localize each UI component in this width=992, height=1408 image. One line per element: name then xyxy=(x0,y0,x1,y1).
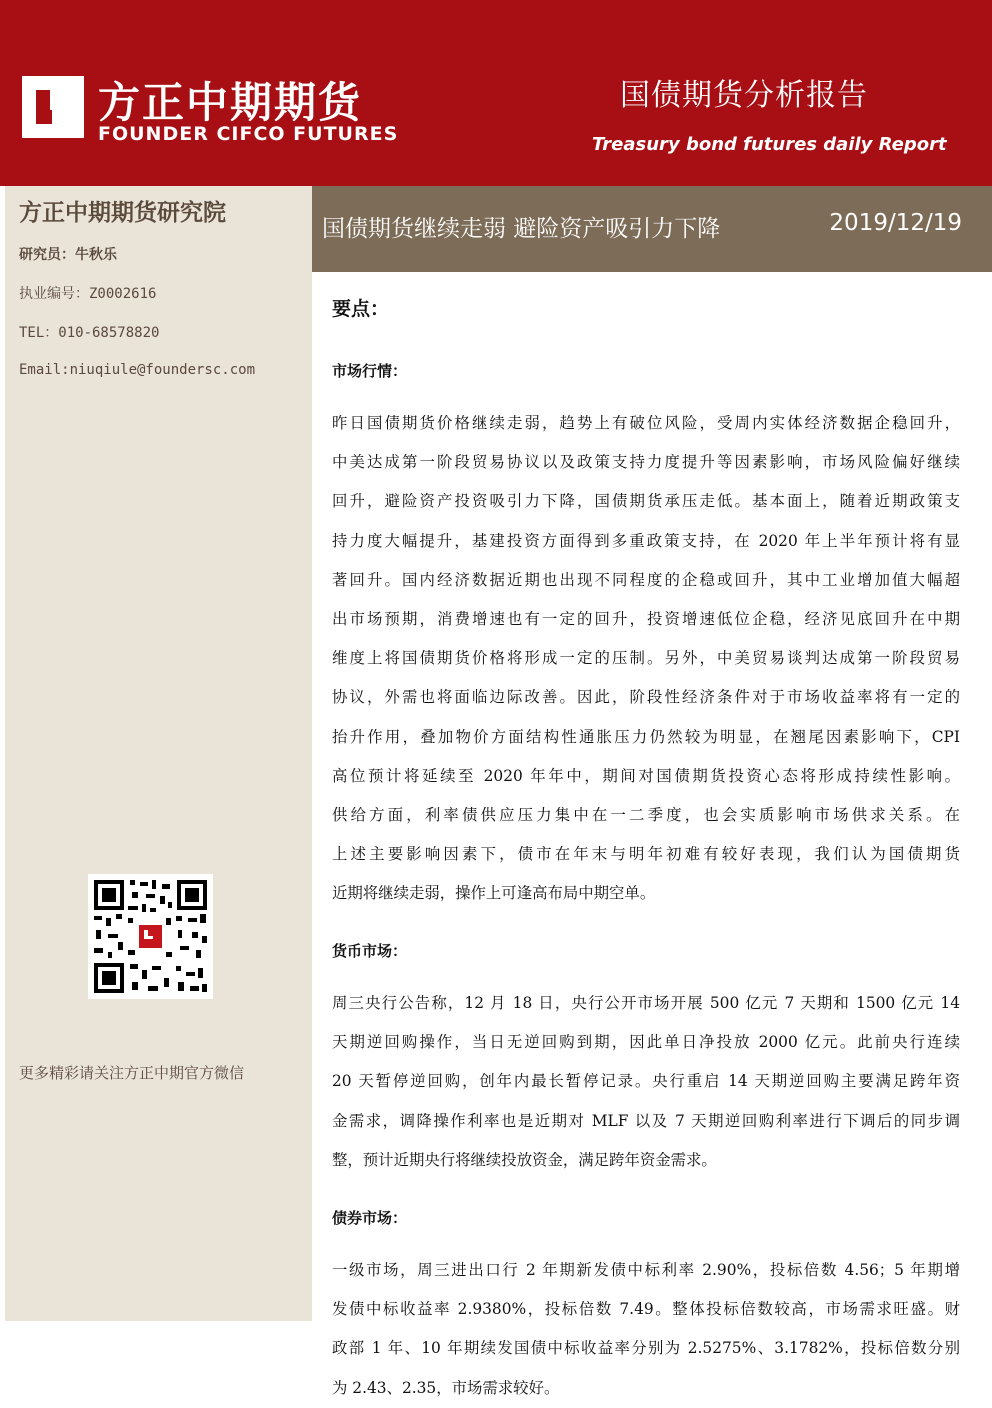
license-number: 执业编号：Z0002616 xyxy=(19,286,157,302)
body-line: 整，预计近期央行将继续投放资金，满足跨年资金需求。 xyxy=(332,1150,717,1169)
body-line: 20 天暂停逆回购，创年内最长暂停记录。央行重启 14 天期逆回购主要满足跨年资 xyxy=(332,1072,960,1091)
body-line: 抬升作用，叠加物价方面结构性通胀压力仍然较为明显，在翘尾因素影响下，CPI xyxy=(332,727,960,746)
body-line: 中美达成第一阶段贸易协议以及政策支持力度提升等因素影响，市场风险偏好继续 xyxy=(332,453,960,472)
logo-english-name: FOUNDER CIFCO FUTURES xyxy=(98,123,399,145)
section-heading-bond: 债券市场： xyxy=(332,1209,408,1227)
section-body-market xyxy=(332,404,960,913)
body-line: 出市场预期，消费增速也有一定的回升，投资增速低位企稳，经济见底回升在中期 xyxy=(332,609,960,628)
body-line: 一级市场，周三进出口行 2 年期新发债中标利率 2.90%，投标倍数 4.56；5 年期增 xyxy=(332,1261,960,1279)
report-title: 国债期货继续走弱 避险资产吸引力下降 xyxy=(322,216,721,242)
body-line: 回升，避险资产投资吸引力下降，国债期货承压走低。基本面上，随着近期政策支 xyxy=(332,492,960,511)
body-line: 著回升。国内经济数据近期也出现不同程度的企稳或回升，其中工业增加值大幅超 xyxy=(332,570,960,589)
body-line: 昨日国债期货价格继续走弱，趋势上有破位风险，受周内实体经济数据企稳回升， xyxy=(332,414,960,432)
researcher-name: 研究员：牛秋乐 xyxy=(19,247,117,263)
author-sidebar xyxy=(5,186,312,1321)
body-line: 上述主要影响因素下，债市在年末与明年初难有较好表现，我们认为国债期货 xyxy=(332,845,960,864)
qr-caption: 更多精彩请关注方正中期官方微信 xyxy=(19,1064,245,1082)
report-date: 2019/12/19 xyxy=(829,210,962,236)
body-line: 协议，外需也将面临边际改善。因此，阶段性经济条件对于市场收益率将有一定的 xyxy=(332,688,960,707)
section-body-money xyxy=(332,984,960,1180)
body-line: 金需求，调降操作利率也是近期对 MLF 以及 7 天期逆回购利率进行下调后的同步调 xyxy=(332,1111,960,1130)
section-heading-money: 货币市场： xyxy=(332,942,408,960)
body-line: 持力度大幅提升，基建投资方面得到多重政策支持，在 2020 年上半年预计将有显 xyxy=(332,531,960,550)
body-line: 周三央行公告称，12 月 18 日，央行公开市场开展 500 亿元 7 天期和 1500 亿元 14 xyxy=(332,994,960,1012)
logo-chinese-name: 方正中期期货 xyxy=(98,78,363,127)
body-line: 发债中标收益率 2.9380%，投标倍数 7.49。整体投标倍数较高，市场需求旺盛。财 xyxy=(332,1300,960,1319)
body-line: 高位预计将延续至 2020 年年中，期间对国债期货投资心态将形成持续性影响。 xyxy=(332,766,960,785)
email-address: Email:niuqiule@foundersc.com xyxy=(19,362,256,378)
body-line: 维度上将国债期货价格将形成一定的压制。另外，中美贸易谈判达成第一阶段贸易 xyxy=(332,649,960,668)
telephone: TEL：010-68578820 xyxy=(19,325,160,341)
company-logo-icon xyxy=(22,76,84,138)
section-body-bond xyxy=(332,1251,960,1408)
body-line: 政部 1 年、10 年期续发国债中标收益率分别为 2.5275%、3.1782%，投标倍数分别 xyxy=(332,1339,960,1358)
body-line: 为 2.43、2.35，市场需求较好。 xyxy=(332,1378,560,1397)
key-points-heading: 要点： xyxy=(332,298,390,320)
report-header xyxy=(0,0,992,186)
report-type-english: Treasury bond futures daily Report xyxy=(592,134,947,155)
body-line: 供给方面，利率债供应压力集中在一二季度，也会实质影响市场供求关系。在 xyxy=(332,805,960,824)
body-line: 天期逆回购操作，当日无逆回购到期，因此单日净投放 2000 亿元。此前央行连续 xyxy=(332,1033,960,1052)
report-type-chinese: 国债期货分析报告 xyxy=(620,78,868,113)
title-bar xyxy=(312,186,992,272)
section-heading-market: 市场行情： xyxy=(332,362,408,380)
institute-name: 方正中期期货研究院 xyxy=(19,200,226,226)
body-line: 近期将继续走弱，操作上可逢高布局中期空单。 xyxy=(332,884,656,903)
wechat-qr-code-icon xyxy=(88,874,213,999)
